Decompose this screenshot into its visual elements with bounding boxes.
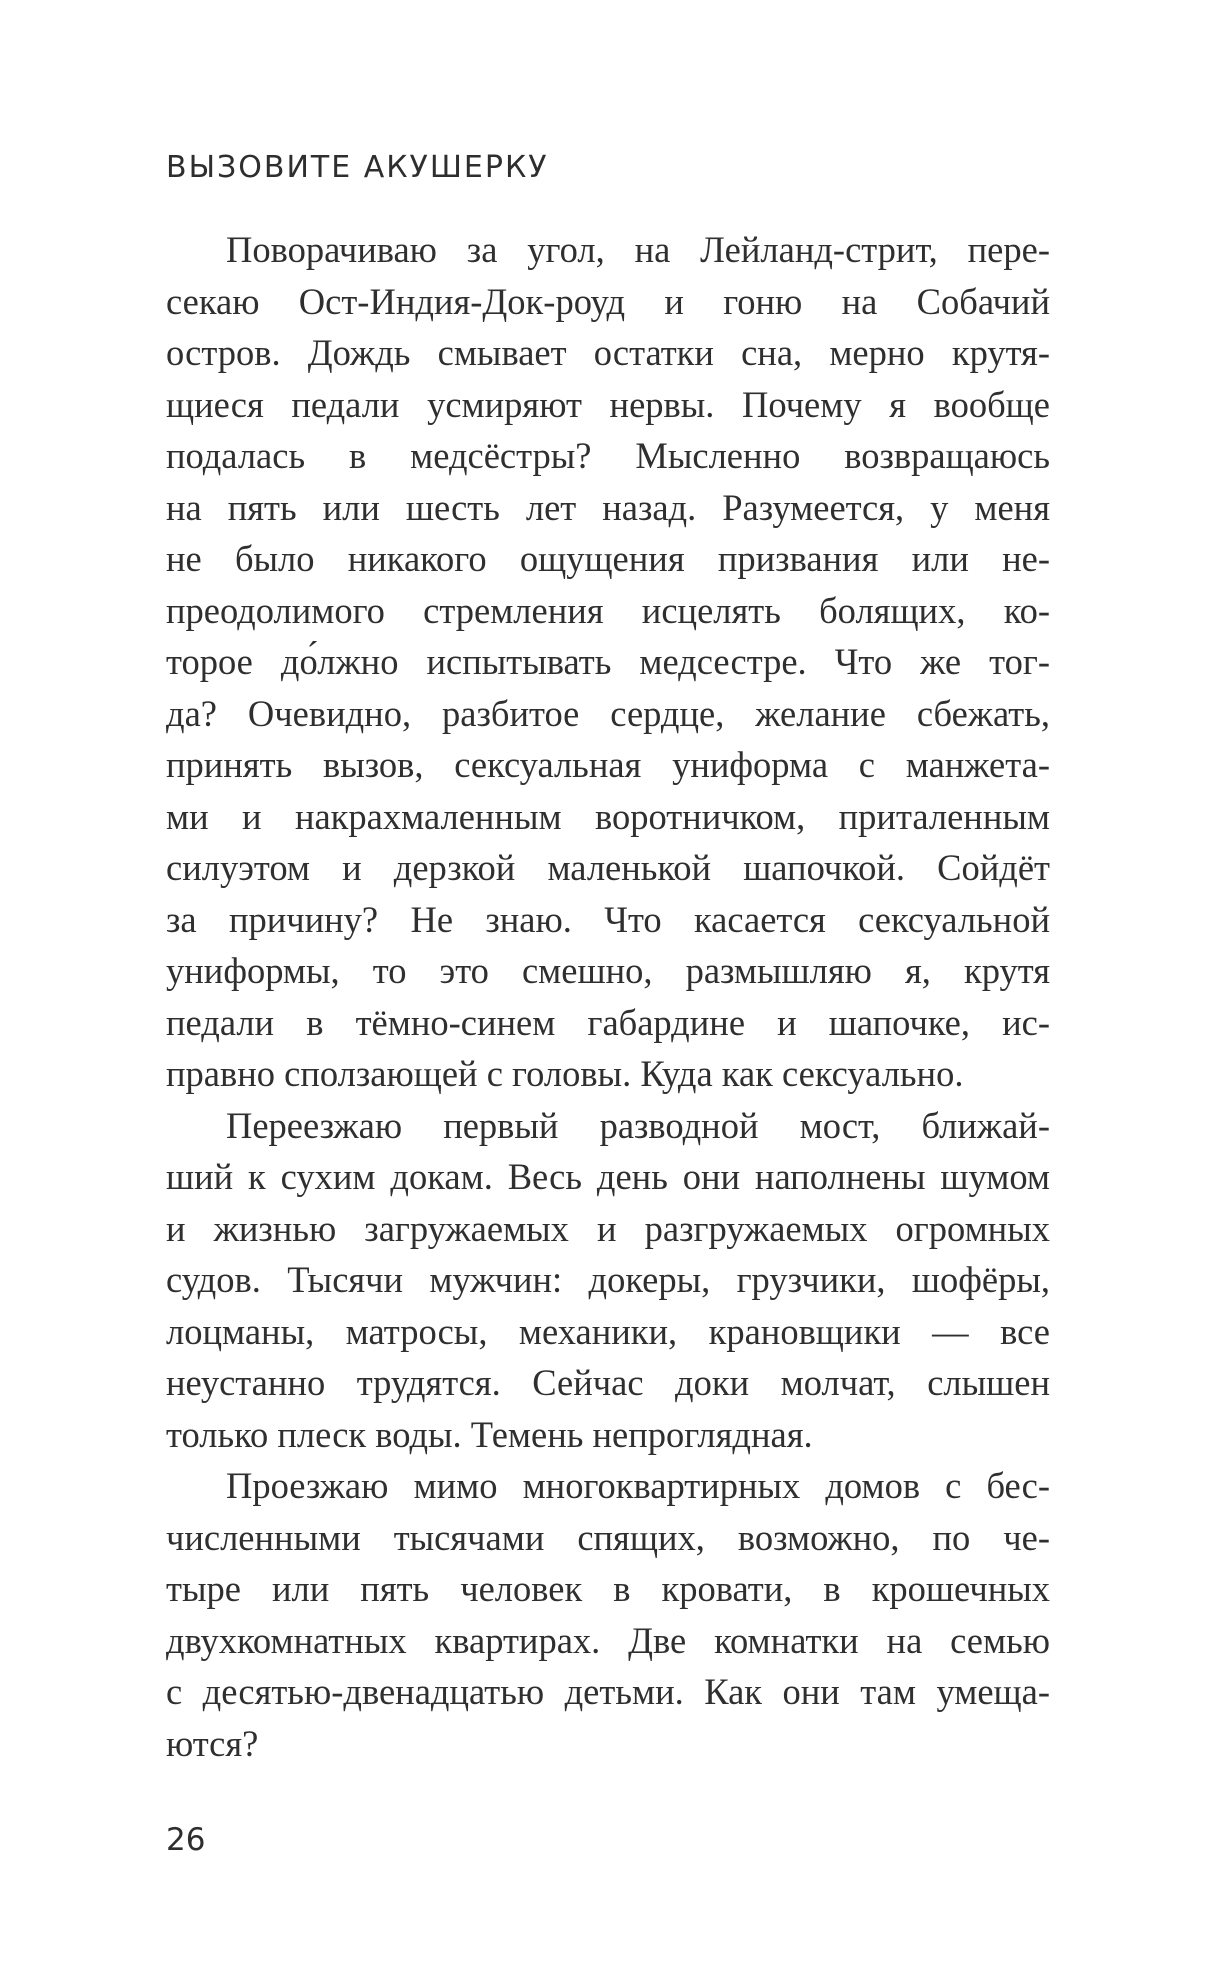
paragraph [166,1100,1050,1461]
text-line: двухкомнатных квартирах. Две комнатки на семью [166,1619,1050,1661]
text-line: торое до́лжно испытывать медсестре. Что же тог- [166,641,1050,682]
text-line: ший к сухим докам. Весь день они наполнены шумом [166,1156,1050,1197]
text-line: правно сползающей с головы. Куда как сексуально. [166,1053,964,1094]
text-line: униформы, то это смешно, размышляю я, крутя [166,950,1050,991]
body-text [166,224,1050,1769]
text-line: с десятью-двенадцатью детьми. Как они там умеща- [166,1671,1050,1712]
text-line: неустанно трудятся. Сейчас доки молчат, слышен [166,1362,1050,1403]
text-line: Переезжаю первый разводной мост, ближай- [226,1104,1050,1146]
text-line: на пять или шесть лет назад. Разумеется, у меня [166,486,1050,528]
text-line: судов. Тысячи мужчин: докеры, грузчики, шофёры, [166,1259,1050,1300]
text-line: подалась в медсёстры? Мысленно возвращаюсь [166,435,1050,476]
text-line: да? Очевидно, разбитое сердце, желание сбежать, [166,692,1050,734]
paragraph [166,1460,1050,1769]
text-line: щиеся педали усмиряют нервы. Почему я вообще [166,383,1050,425]
text-line: Поворачиваю за угол, на Лейланд-стрит, пере- [226,229,1050,270]
text-line: остров. Дождь смывает остатки сна, мерно крутя- [166,332,1050,373]
text-line: не было никакого ощущения призвания или не- [166,538,1050,579]
text-line: и жизнью загружаемых и разгружаемых огромных [166,1207,1050,1249]
text-line: принять вызов, сексуальная униформа с манжета- [166,744,1050,785]
text-line: за причину? Не знаю. Что касается сексуальной [166,898,1050,940]
paragraph [166,224,1050,1100]
running-head: ВЫЗОВИТЕ АКУШЕРКУ [166,150,549,185]
text-line: тыре или пять человек в кровати, в крошечных [166,1568,1050,1609]
text-line: преодолимого стремления исцелять болящих, ко- [166,589,1050,631]
text-line: Проезжаю мимо многоквартирных домов с бес- [226,1465,1050,1506]
text-line: численными тысячами спящих, возможно, по че- [166,1516,1050,1558]
text-line: ются? [166,1722,259,1764]
text-line: секаю Ост-Индия-Док-роуд и гоню на Собачий [166,280,1050,322]
page-number: 26 [166,1822,206,1858]
text-line: силуэтом и дерзкой маленькой шапочкой. Сойдёт [166,847,1050,888]
text-line: лоцманы, матросы, механики, крановщики — все [166,1310,1050,1352]
text-line: педали в тёмно-синем габардине и шапочке, ис- [166,1001,1050,1043]
text-line: только плеск воды. Темень непроглядная. [166,1413,813,1455]
text-line: ми и накрахмаленным воротничком, приталенным [166,795,1050,837]
